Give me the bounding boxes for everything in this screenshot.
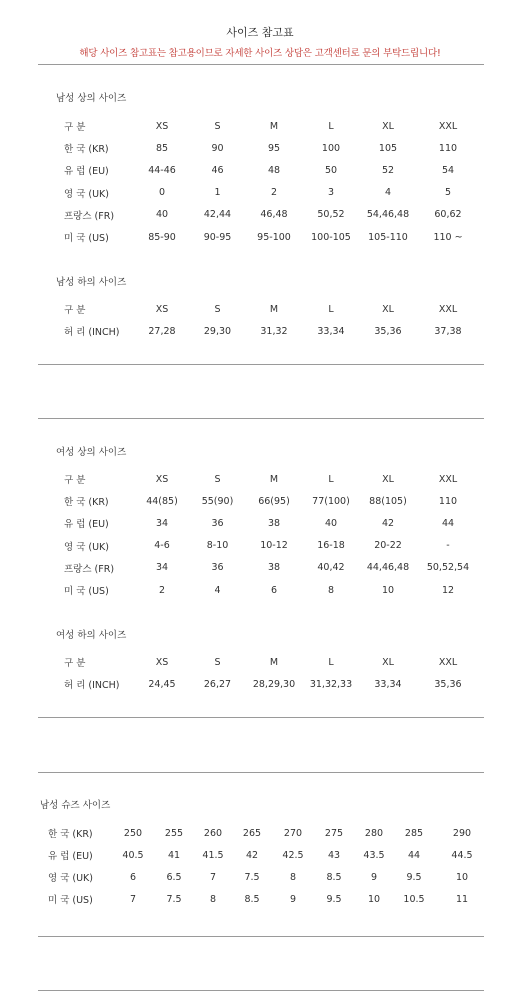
table-cell: 9.5 [406,871,422,883]
table-cell: 24,45 [148,678,176,690]
table-row [60,490,480,512]
table-header-cell: M [269,473,279,485]
table-cell: 34 [155,562,169,574]
table-row [60,320,480,342]
table-cell: 3 [327,187,335,199]
table-header-cell: M [269,120,279,132]
table-row [60,137,480,159]
row-label: 미 국 (US) [64,233,109,245]
table-cell: 42.5 [282,849,304,861]
table-row [44,822,490,844]
table-cell: 85 [155,142,169,154]
table-cell: 255 [164,827,184,839]
table-header-row [60,651,480,673]
table-cell: 90-95 [203,231,232,243]
table-cell: 250 [123,827,143,839]
table-cell: 85-90 [148,231,176,243]
table-cell: 10 [455,871,469,883]
table-header-cell: L [328,120,334,132]
table-row [60,673,480,695]
table-cell: 36 [211,517,224,529]
table-header-cell: S [214,303,221,315]
row-label: 한 국 (KR) [48,829,93,840]
womens-top-size-table [60,468,480,601]
table-cell: 10 [367,893,381,905]
table-header-cell: XS [155,656,169,668]
table-cell: 40 [324,517,338,529]
table-cell: 8 [289,871,297,883]
table-header-cell: XL [382,303,394,315]
table-cell: 7 [209,871,217,883]
table-cell: 44 [441,517,455,529]
table-cell: 270 [283,827,303,839]
row-label: 한 국 (KR) [64,144,109,156]
table-cell: 95-100 [257,231,291,243]
table-cell: 4 [214,584,221,596]
header-label: 구 분 [64,475,86,487]
table-cell: 41.5 [202,849,224,861]
table-cell: 33,34 [374,678,402,690]
table-cell: 260 [203,827,223,839]
section-title-mens-bottom: 남성 하의 사이즈 [56,277,127,288]
divider [38,717,484,718]
table-cell: 48 [267,164,281,176]
table-row [60,579,480,601]
table-cell: 4 [384,187,392,199]
table-header-cell: S [214,656,221,668]
table-header-cell: M [269,656,279,668]
table-cell: 105 [378,142,398,154]
table-header-cell: S [214,473,221,485]
table-row [60,182,480,204]
table-cell: 46 [211,164,224,176]
table-cell: 43 [327,849,341,861]
table-cell: 54 [441,164,455,176]
table-cell: 8 [327,584,335,596]
table-header-cell: M [269,303,279,315]
table-cell: 46,48 [260,209,288,221]
table-cell: 41 [167,849,181,861]
table-cell: 10-12 [260,540,288,552]
divider [38,364,484,365]
header-label: 구 분 [64,122,86,134]
table-cell: 42,44 [203,209,232,221]
divider [38,418,484,419]
table-cell: 2 [270,187,278,199]
table-row [60,226,480,248]
table-header-cell: XS [155,120,169,132]
table-cell: - [446,540,450,552]
table-header-cell: XXL [438,473,458,485]
table-cell: 50 [324,164,338,176]
table-cell: 7.5 [244,871,260,883]
section-title-mens-shoes: 남성 슈즈 사이즈 [40,800,111,811]
table-cell: 55(90) [201,495,234,507]
row-label: 유 럽 (EU) [64,519,109,531]
table-cell: 110 [438,142,458,154]
table-cell: 290 [452,827,472,839]
table-cell: 33,34 [317,325,345,337]
table-cell: 10 [381,584,395,596]
table-cell: 6.5 [166,871,182,883]
table-header-row [60,298,480,320]
table-cell: 9 [370,871,378,883]
table-row [44,888,490,910]
table-cell: 35,36 [374,325,402,337]
divider [38,64,484,65]
table-cell: 42 [245,849,259,861]
mens-shoes-size-table [44,822,490,910]
mens-top-size-table [60,115,480,248]
table-cell: 36 [211,562,224,574]
table-cell: 27,28 [148,325,176,337]
table-cell: 12 [441,584,455,596]
table-header-cell: L [328,473,334,485]
table-header-cell: XS [155,473,169,485]
table-cell: 44-46 [148,164,176,176]
section-title-womens-bottom: 여성 하의 사이즈 [56,630,127,641]
table-header-cell: XXL [438,120,458,132]
divider [38,990,484,991]
table-cell: 10.5 [403,893,425,905]
table-cell: 8.5 [326,871,342,883]
table-cell: 100 [321,142,341,154]
table-header-row [60,115,480,137]
size-notice: 해당 사이즈 참고표는 참고용이므로 자세한 사이즈 상담은 고객센터로 문의 부탁드립니다! [79,48,441,59]
table-cell: 42 [381,517,395,529]
table-cell: 0 [158,187,166,199]
row-label: 유 럽 (EU) [64,166,109,178]
row-label: 허 리 (INCH) [64,680,120,692]
row-label: 미 국 (US) [64,586,109,598]
table-header-cell: XXL [438,303,458,315]
table-cell: 44.5 [451,849,473,861]
table-cell: 265 [242,827,262,839]
table-header-cell: XL [382,656,394,668]
table-cell: 7 [129,893,137,905]
table-row [60,159,480,181]
table-cell: 77(100) [312,495,350,507]
table-header-row [60,468,480,490]
table-cell: 9 [289,893,297,905]
table-header-cell: L [328,656,334,668]
mens-bottom-size-table [60,298,480,342]
table-cell: 105-110 [368,231,408,243]
row-label: 영 국 (UK) [64,188,109,200]
table-row [44,844,490,866]
table-cell: 11 [455,893,469,905]
womens-bottom-size-table [60,651,480,695]
table-cell: 90 [211,142,224,154]
row-label: 허 리 (INCH) [64,327,120,339]
header-label: 구 분 [64,305,86,317]
table-cell: 28,29,30 [252,678,296,690]
table-cell: 110 [438,495,458,507]
table-cell: 1 [214,187,221,199]
table-cell: 20-22 [374,540,402,552]
table-cell: 26,27 [203,678,232,690]
table-header-cell: S [214,120,221,132]
table-cell: 16-18 [317,540,345,552]
table-cell: 4-6 [154,540,170,552]
row-label: 미 국 (US) [48,895,93,906]
table-cell: 37,38 [434,325,462,337]
table-row [44,866,490,888]
table-cell: 100-105 [311,231,351,243]
divider [38,772,484,773]
table-cell: 34 [155,517,169,529]
table-cell: 110 ~ [433,231,463,243]
table-cell: 6 [270,584,278,596]
table-cell: 40,42 [317,562,345,574]
table-cell: 88(105) [369,495,407,507]
row-label: 프랑스 (FR) [64,210,115,222]
row-label: 프랑스 (FR) [64,563,115,575]
table-cell: 95 [267,142,281,154]
page-title: 사이즈 참고표 [226,26,294,39]
table-cell: 44(85) [146,495,178,507]
row-label: 영 국 (UK) [48,873,93,884]
table-cell: 29,30 [203,325,232,337]
header-label: 구 분 [64,658,86,670]
table-row [60,204,480,226]
table-cell: 8 [209,893,217,905]
row-label: 유 럽 (EU) [48,851,93,862]
table-cell: 40.5 [122,849,144,861]
table-cell: 44,46,48 [366,562,410,574]
row-label: 한 국 (KR) [64,497,109,509]
table-cell: 38 [267,517,281,529]
table-cell: 6 [129,871,137,883]
table-cell: 60,62 [434,209,462,221]
table-cell: 285 [404,827,424,839]
table-row [60,535,480,557]
section-title-womens-top: 여성 상의 사이즈 [56,447,127,458]
table-cell: 50,52 [317,209,345,221]
table-cell: 40 [155,209,169,221]
table-cell: 2 [158,584,166,596]
row-label: 영 국 (UK) [64,541,109,553]
table-row [60,557,480,579]
table-cell: 52 [381,164,395,176]
table-cell: 280 [364,827,384,839]
table-cell: 54,46,48 [366,209,410,221]
section-title-mens-top: 남성 상의 사이즈 [56,93,127,104]
table-cell: 50,52,54 [426,562,470,574]
table-cell: 8.5 [244,893,260,905]
table-cell: 9.5 [326,893,342,905]
table-cell: 35,36 [434,678,462,690]
table-cell: 7.5 [166,893,182,905]
table-cell: 66(95) [258,495,290,507]
table-header-cell: XXL [438,656,458,668]
table-cell: 44 [407,849,421,861]
divider [38,936,484,937]
table-cell: 31,32 [260,325,288,337]
table-cell: 43.5 [363,849,385,861]
table-header-cell: XL [382,120,394,132]
table-cell: 5 [444,187,452,199]
table-header-cell: XL [382,473,394,485]
table-header-cell: XS [155,303,169,315]
table-cell: 275 [324,827,344,839]
table-header-cell: L [328,303,334,315]
table-cell: 8-10 [206,540,229,552]
table-row [60,512,480,534]
table-cell: 38 [267,562,281,574]
table-cell: 31,32,33 [309,678,353,690]
